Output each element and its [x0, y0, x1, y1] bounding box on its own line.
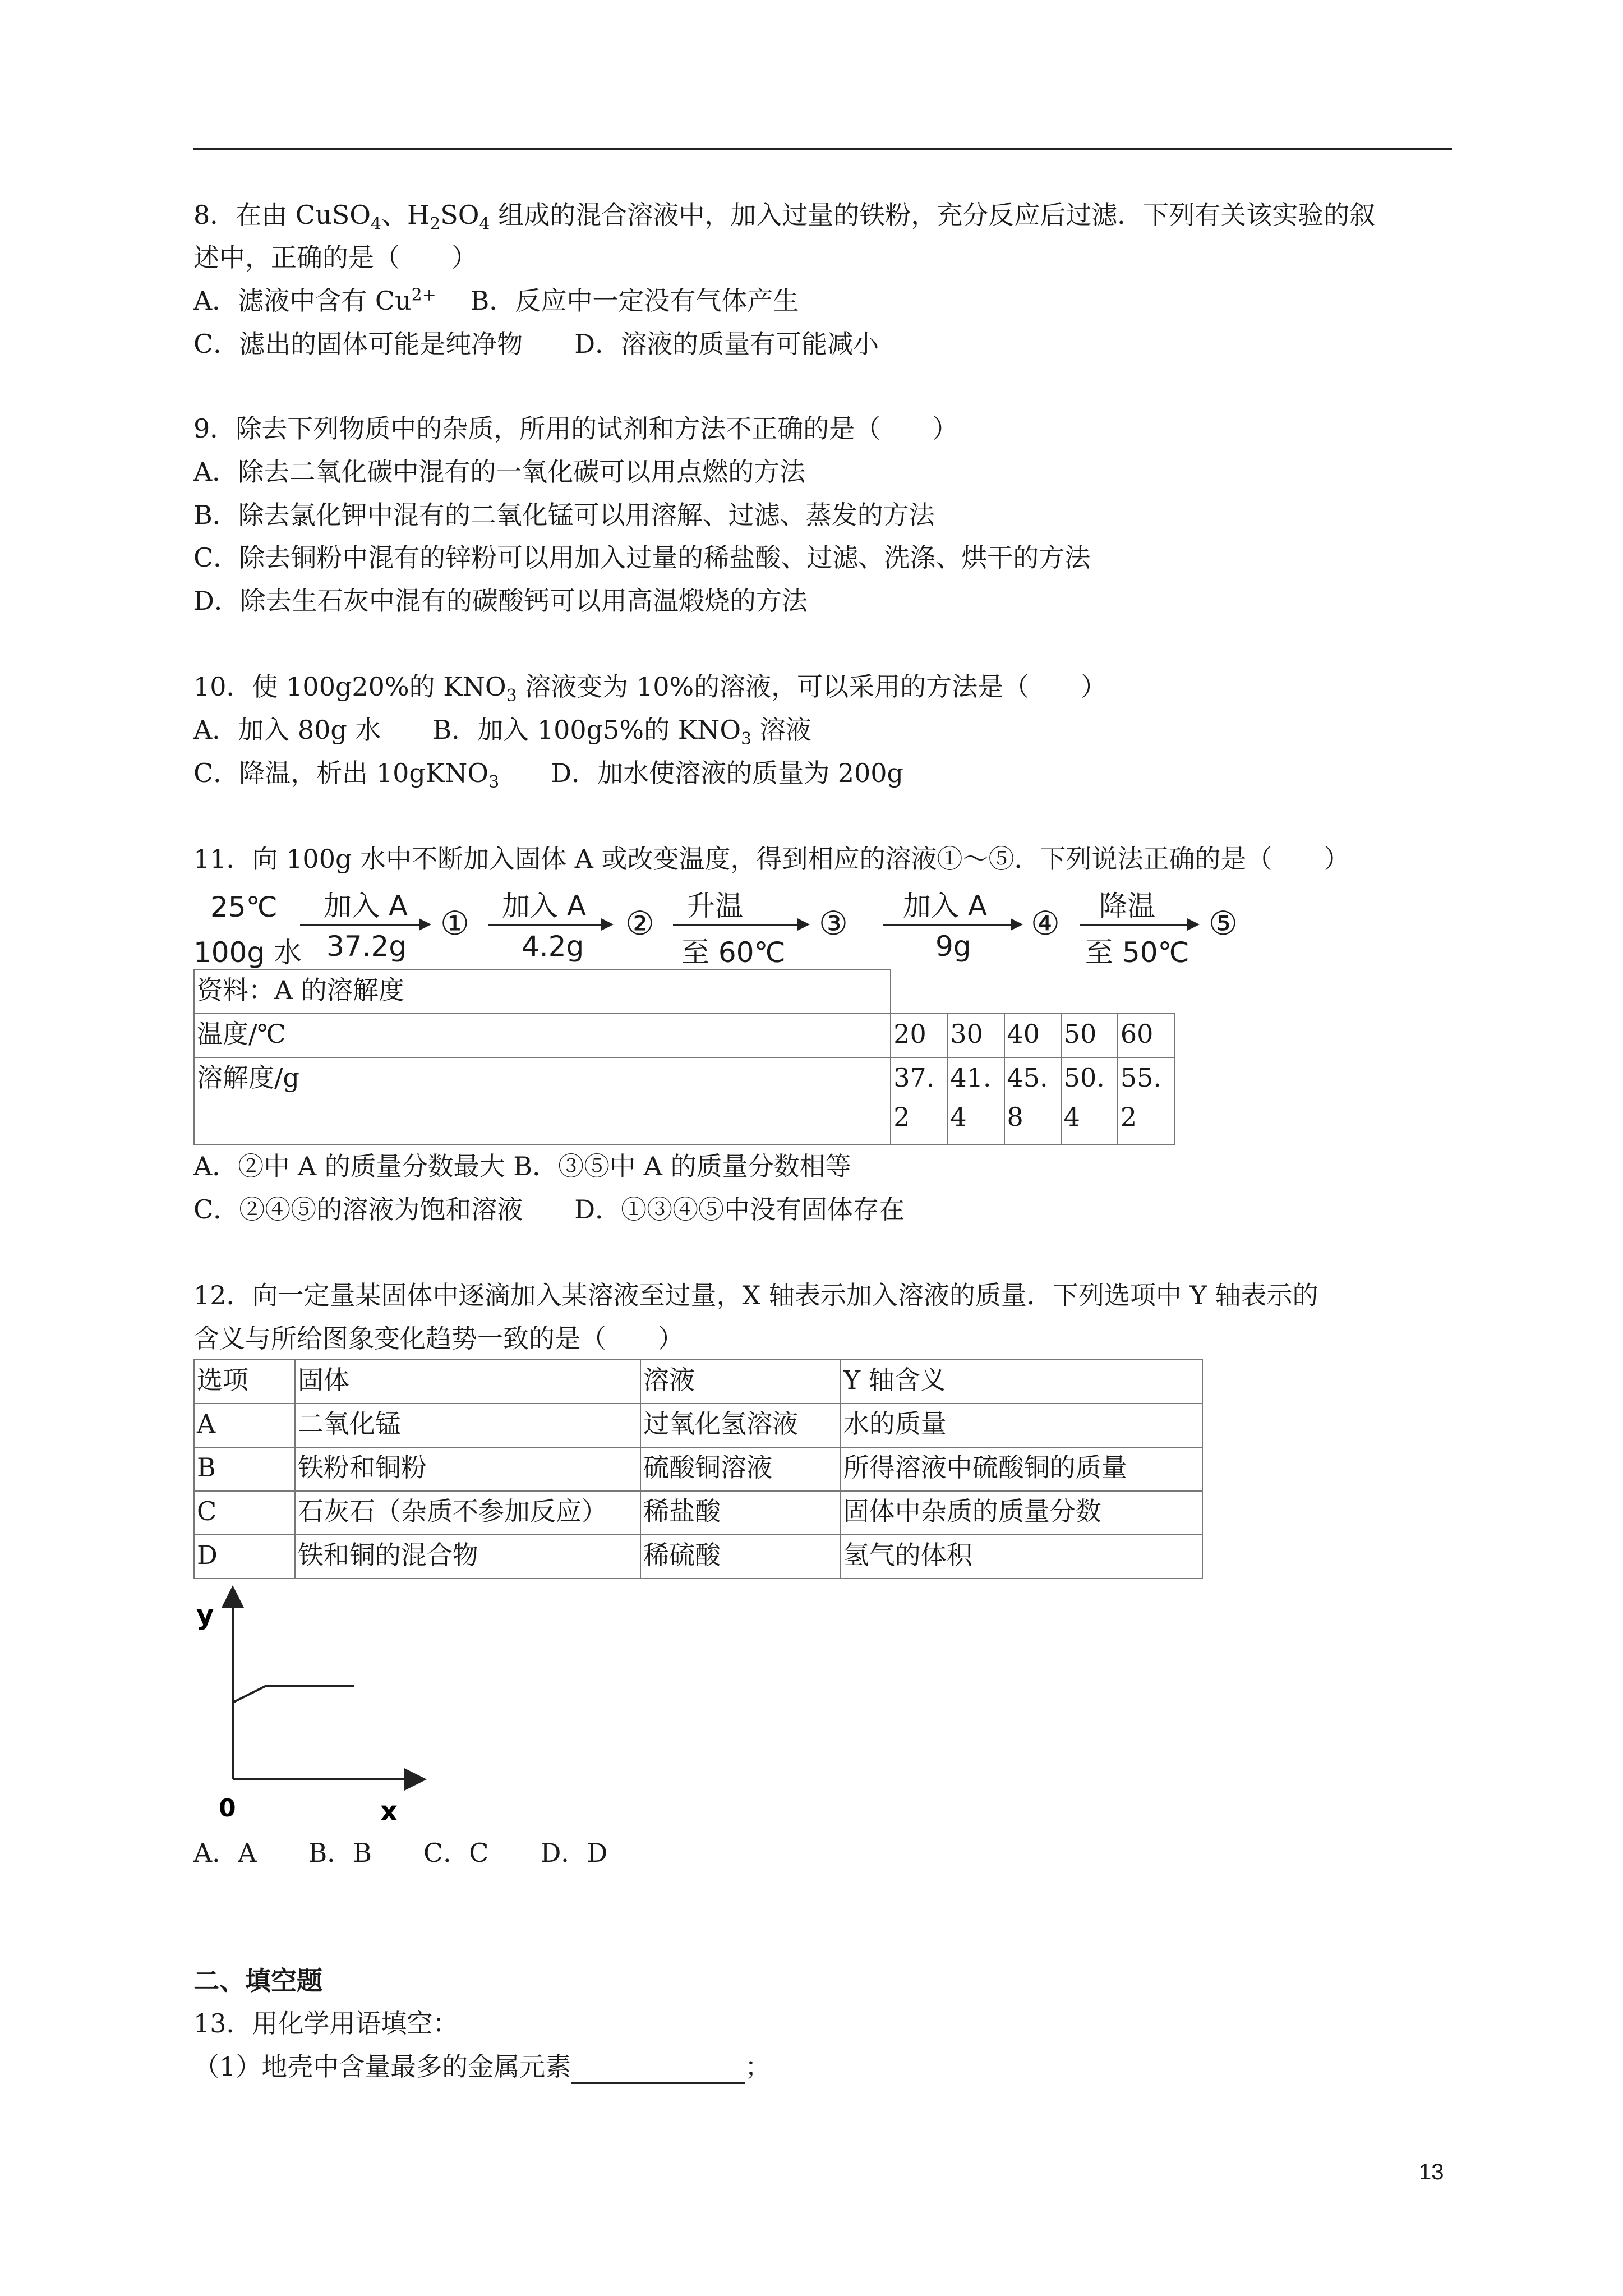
flow-step3-bottom: 至 60℃	[681, 936, 786, 969]
table-header-cell: Y 轴含义	[841, 1360, 1202, 1404]
q12-stem-line2: 含义与所给图象变化趋势一致的是（ ）	[193, 1323, 684, 1354]
q8-options-ab: A．滤液中含有 $Cu^{2+}$ B．反应中一定没有气体产生	[193, 285, 799, 316]
flow-arrow-3	[673, 924, 808, 926]
q8-stem-line1: 8．在由 CuSO$_4$、$H_2SO_4$ 组成的混合溶液中，加入过量的铁粉，充分反应后过滤．下列有关该实验的叙	[193, 200, 1376, 234]
header-rule	[193, 148, 1452, 150]
flow-arrow-5	[1080, 924, 1197, 926]
q11-stem: 11．向 100g 水中不断加入固体 A 或改变温度，得到相应的溶液①～⑤．下列说法正确的是（ ）	[193, 844, 1350, 874]
table-header-cell: 固体	[295, 1360, 640, 1404]
solubility-cell: 45. 8	[1004, 1057, 1061, 1145]
table-header-cell: 选项	[194, 1360, 295, 1404]
x-axis-label: x	[380, 1796, 398, 1827]
flow-step1-top: 加入 A	[324, 890, 408, 922]
flow-arrow-1	[300, 924, 429, 926]
flow-arrow-2	[488, 924, 611, 926]
q10-stem: 10．使 100g20%的 $KNO_3$ 溶液变为 10%的溶液，可以采用的方法是（ ）	[193, 671, 1107, 706]
q11-options-ab: A．②中 A 的质量分数最大 B．③⑤中 A 的质量分数相等	[193, 1151, 851, 1181]
q9-option-b: B．除去氯化钾中混有的二氧化锰可以用溶解、过滤、蒸发的方法	[193, 500, 935, 530]
q9-option-c: C．除去铜粉中混有的锌粉可以用加入过量的稀盐酸、过滤、洗涤、烘干的方法	[193, 542, 1091, 573]
flow-step1-bottom: 37.2g	[326, 930, 407, 963]
flow-solution-2: ②	[625, 904, 654, 942]
q9-stem: 9．除去下列物质中的杂质，所用的试剂和方法不正确的是（ ）	[193, 413, 958, 444]
temp-cell: 60	[1118, 1014, 1174, 1057]
table-row: A 二氧化锰 过氧化氢溶液 水的质量	[194, 1404, 1202, 1447]
flow-step5-top: 降温	[1099, 890, 1155, 922]
flow-solution-5: ⑤	[1209, 904, 1238, 942]
solubility-label: 溶解度/g	[194, 1057, 891, 1145]
temp-cell: 50	[1061, 1014, 1118, 1057]
solubility-table	[193, 969, 1175, 1145]
solubility-cell: 55. 2	[1118, 1057, 1174, 1145]
flow-step4-bottom: 9g	[935, 930, 971, 963]
solubility-cell: 50. 4	[1061, 1057, 1118, 1145]
graph-curve	[233, 1686, 354, 1703]
q12-options: A．A B．B C．C D．D	[193, 1838, 608, 1868]
q8-stem-line2: 述中，正确的是（ ）	[193, 242, 477, 273]
table-header-cell: 溶液	[640, 1360, 841, 1404]
q9-option-a: A．除去二氧化碳中混有的一氧化碳可以用点燃的方法	[193, 457, 806, 487]
flow-solution-4: ④	[1031, 904, 1060, 942]
flow-start-temp: 25℃	[210, 891, 278, 923]
solubility-cell: 41. 4	[947, 1057, 1004, 1145]
temp-label: 温度/℃	[194, 1014, 891, 1057]
table-row: C 石灰石（杂质不参加反应） 稀盐酸 固体中杂质的质量分数	[194, 1491, 1202, 1535]
solubility-cell: 37. 2	[891, 1057, 947, 1145]
flow-start-water: 100g 水	[193, 936, 302, 969]
temp-cell: 30	[947, 1014, 1004, 1057]
q12-options-table	[193, 1359, 1203, 1579]
flow-step3-top: 升温	[687, 890, 743, 922]
table-row: B 铁粉和铜粉 硫酸铜溶液 所得溶液中硫酸铜的质量	[194, 1447, 1202, 1491]
flow-arrow-4	[883, 924, 1021, 926]
flow-step2-bottom: 4.2g	[522, 930, 584, 963]
solubility-table-header: 资料：A 的溶解度	[194, 970, 891, 1014]
q12-stem-line1: 12．向一定量某固体中逐滴加入某溶液至过量，X 轴表示加入溶液的质量．下列选项中 Y 轴表示的	[193, 1280, 1318, 1310]
q10-options-cd: C．降温，析出 10gKNO$_3$ D．加水使溶液的质量为 200g	[193, 758, 903, 793]
origin-label: 0	[219, 1794, 236, 1823]
q10-options-ab: A．加入 80g 水 B．加入 100g5%的 $KNO_3$ 溶液	[193, 715, 811, 749]
table-row: D 铁和铜的混合物 稀硫酸 氢气的体积	[194, 1535, 1202, 1579]
temp-cell: 20	[891, 1014, 947, 1057]
q9-option-d: D．除去生石灰中混有的碳酸钙可以用高温煅烧的方法	[193, 586, 808, 616]
q13-stem: 13．用化学用语填空：	[193, 2008, 459, 2039]
temp-cell: 40	[1004, 1014, 1061, 1057]
q8-options-cd: C．滤出的固体可能是纯净物 D．溶液的质量有可能减小	[193, 329, 879, 359]
flow-solution-1: ①	[440, 904, 469, 942]
y-axis-label: y	[196, 1599, 214, 1631]
q11-options-cd: C．②④⑤的溶液为饱和溶液 D．①③④⑤中没有固体存在	[193, 1194, 905, 1225]
section-title: 二、填空题	[193, 1966, 322, 1996]
flow-step2-top: 加入 A	[502, 890, 587, 922]
q12-graph	[191, 1582, 437, 1829]
flow-step5-bottom: 至 50℃	[1085, 936, 1189, 969]
flow-solution-3: ③	[819, 904, 848, 942]
answer-blank[interactable]	[571, 2057, 745, 2084]
page-number: 13	[1419, 2160, 1444, 2184]
flow-step4-top: 加入 A	[903, 890, 988, 922]
q13-part1: （1）地壳中含量最多的金属元素 ；	[193, 2049, 771, 2084]
